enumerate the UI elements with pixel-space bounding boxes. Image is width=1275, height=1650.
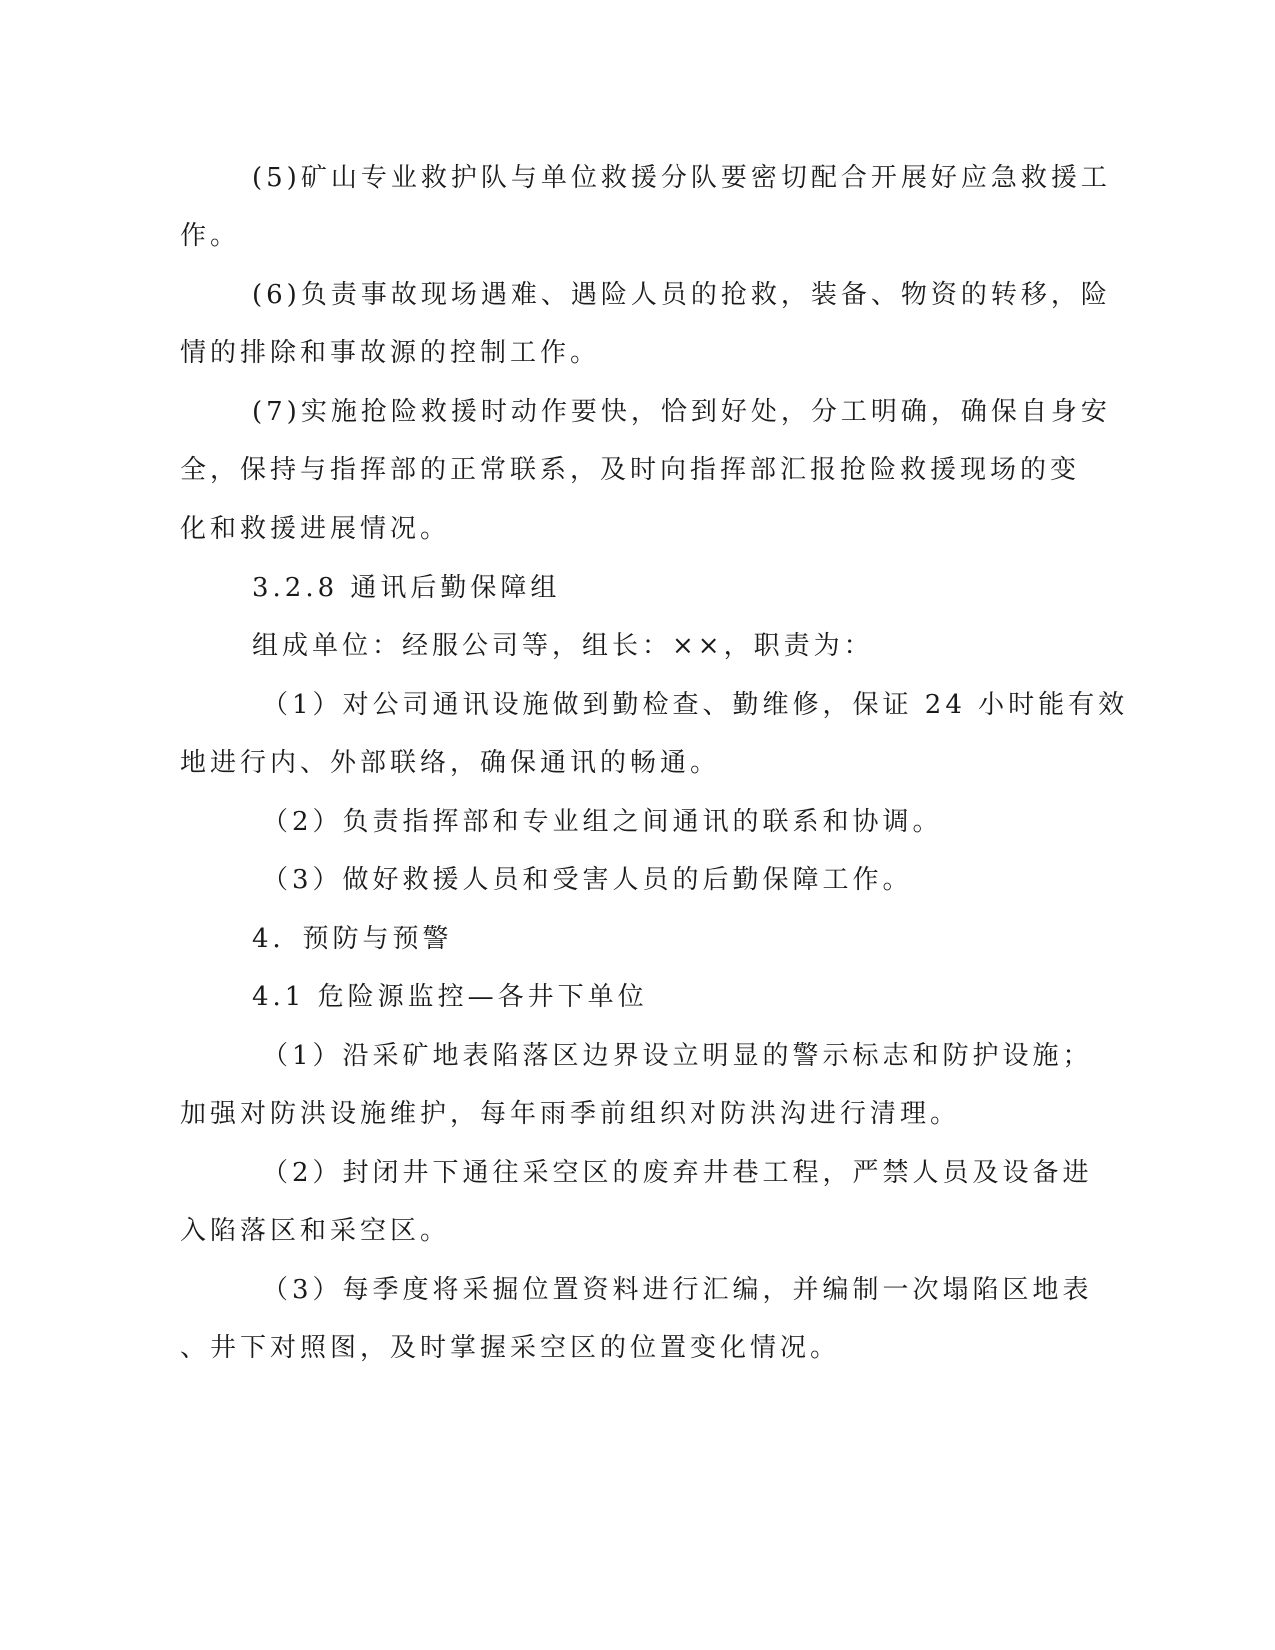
monitor-1-line-1: （1）沿采矿地表陷落区边界设立明显的警示标志和防护设施； <box>262 1041 1093 1071</box>
composition-line: 组成单位：经服公司等，组长：××，职责为： <box>252 631 874 661</box>
duty-1-line-1: （1）对公司通讯设施做到勤检查、勤维修，保证 24 小时能有效 <box>262 690 1129 720</box>
paragraph-5-line-1: (5)矿山专业救护队与单位救援分队要密切配合开展好应急救援工 <box>252 163 1111 193</box>
monitor-2-line-2: 入陷落区和采空区。 <box>180 1216 451 1246</box>
paragraph-6-line-1: (6)负责事故现场遇难、遇险人员的抢救，装备、物资的转移，险 <box>252 280 1111 310</box>
paragraph-6-line-2: 情的排除和事故源的控制工作。 <box>180 338 601 368</box>
monitor-2-line-1: （2）封闭井下通往采空区的废弃井巷工程，严禁人员及设备进 <box>262 1158 1093 1188</box>
paragraph-5-line-2: 作。 <box>180 221 241 251</box>
monitor-3-line-2: 、井下对照图，及时掌握采空区的位置变化情况。 <box>180 1333 841 1363</box>
section-heading-4-1: 4.1 危险源监控—各井下单位 <box>252 982 648 1012</box>
paragraph-7-line-1: (7)实施抢险救援时动作要快，恰到好处，分工明确，确保自身安 <box>252 397 1111 427</box>
duty-2-line: （2）负责指挥部和专业组之间通讯的联系和协调。 <box>262 807 943 837</box>
monitor-1-line-2: 加强对防洪设施维护，每年雨季前组织对防洪沟进行清理。 <box>180 1099 961 1129</box>
duty-3-line: （3）做好救援人员和受害人员的后勤保障工作。 <box>262 865 913 895</box>
duty-1-line-2: 地进行内、外部联络，确保通讯的畅通。 <box>180 748 721 778</box>
paragraph-7-line-3: 化和救援进展情况。 <box>180 514 451 544</box>
paragraph-7-line-2: 全，保持与指挥部的正常联系，及时向指挥部汇报抢险救援现场的变 <box>180 455 1081 485</box>
section-heading-3-2-8: 3.2.8 通讯后勤保障组 <box>252 573 561 603</box>
monitor-3-line-1: （3）每季度将采掘位置资料进行汇编，并编制一次塌陷区地表 <box>262 1275 1093 1305</box>
section-heading-4: 4．预防与预警 <box>252 924 453 954</box>
